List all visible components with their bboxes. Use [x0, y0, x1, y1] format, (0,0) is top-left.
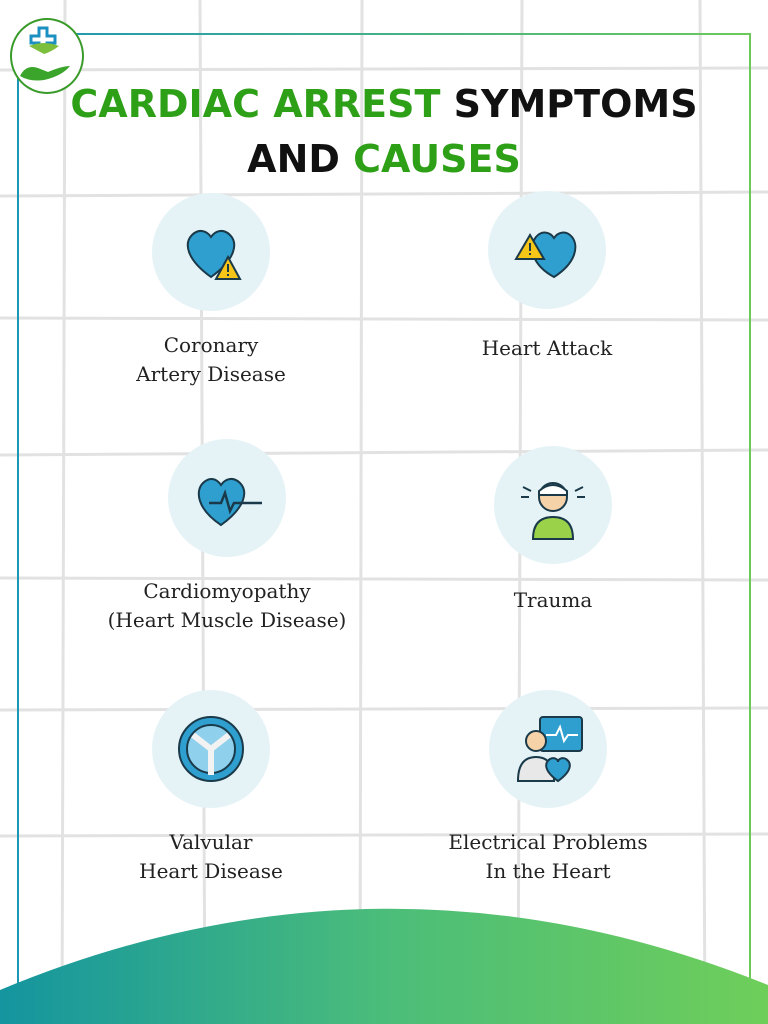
item-label: Electrical Problems: [448, 830, 648, 854]
item-label: Cardiomyopathy: [143, 579, 311, 603]
item-label: Heart Attack: [481, 336, 613, 360]
item-label: Coronary: [163, 333, 259, 357]
title-black-2: AND: [247, 137, 340, 181]
title-black-1: SYMPTOMS: [453, 82, 698, 126]
item-label: Heart Disease: [139, 859, 283, 883]
title-green-1: CARDIAC ARREST: [70, 82, 441, 126]
item-label: In the Heart: [485, 859, 611, 883]
item-label: Artery Disease: [136, 362, 286, 386]
title-green-2: CAUSES: [353, 137, 521, 181]
item-label: (Heart Muscle Disease): [107, 608, 347, 632]
item-label: Trauma: [513, 588, 593, 612]
item-label: Valvular: [169, 830, 253, 854]
